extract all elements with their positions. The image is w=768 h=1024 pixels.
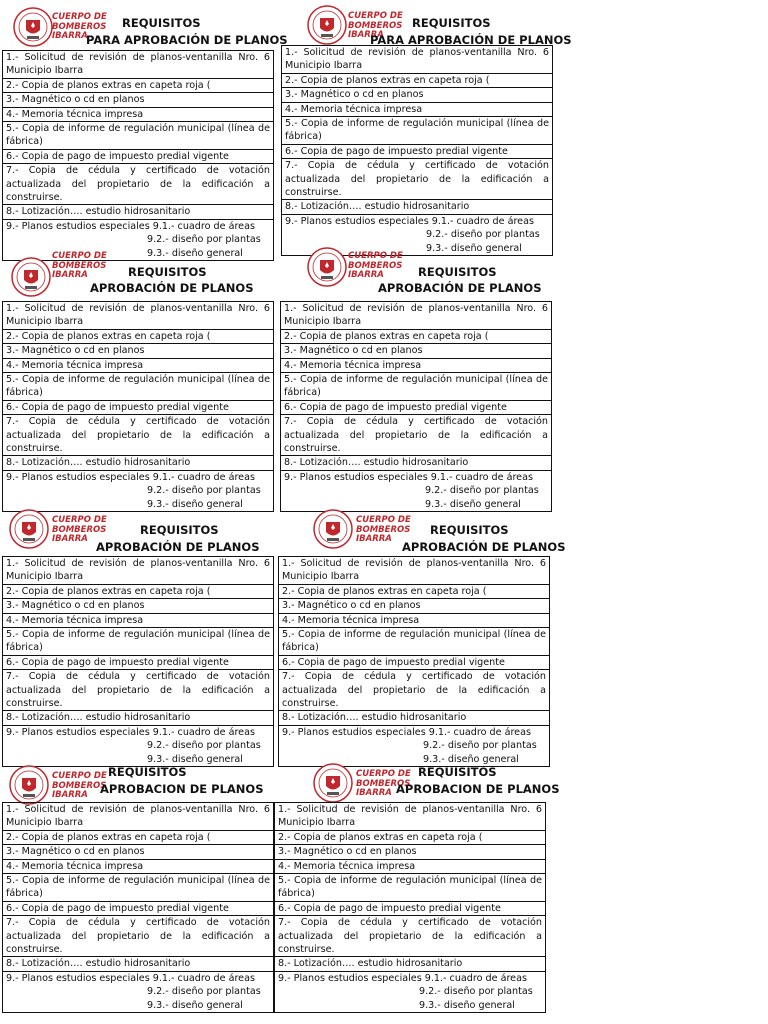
requirement-row: 7.- Copia de cédula y certificado de votación actualizada del propietario de la edificación a construirse. (282, 159, 553, 200)
requirement-row: 7.- Copia de cédula y certificado de votación actualizada del propietario de la edificación a construirse. (3, 916, 274, 957)
requirement-row: 1.- Solicitud de revisión de planos-ventanilla Nro. 6 Municipio Ibarra (275, 803, 546, 831)
requirement-row: 4.- Memoria técnica impresa (282, 102, 553, 116)
requirement-row: 4.- Memoria técnica impresa (3, 859, 274, 873)
requirement-row: 2.- Copia de planos extras en capeta roja ( (3, 584, 274, 598)
requirement-row: 6.- Copia de pago de impuesto predial vigente (3, 655, 274, 669)
requirement-row: 2.- Copia de planos extras en capeta roja ( (281, 329, 552, 343)
fire-department-shield-icon (312, 508, 354, 550)
requirements-table (2, 301, 274, 512)
requirement-row: 1.- Solicitud de revisión de planos-ventanilla Nro. 6 Municipio Ibarra (281, 302, 552, 330)
card-title: REQUISITOS (108, 765, 187, 779)
requirements-table (274, 802, 546, 1013)
requirement-row: 9.- Planos estudios especiales 9.1.- cuadro de áreas 9.2.- diseño por plantas 9.3.- diseño general (3, 725, 274, 766)
requirement-row: 9.- Planos estudios especiales 9.1.- cuadro de áreas 9.2.- diseño por plantas 9.3.- diseño general (3, 219, 274, 260)
fire-department-shield-icon (8, 508, 50, 550)
requirement-row: 4.- Memoria técnica impresa (279, 613, 550, 627)
requirement-row: 8.- Lotización…. estudio hidrosanitario (3, 205, 274, 219)
card-subtitle: APROBACION DE PLANOS (100, 782, 264, 796)
requirement-row: 4.- Memoria técnica impresa (3, 613, 274, 627)
requirement-row: 3.- Magnético o cd en planos (282, 88, 553, 102)
requirement-row: 2.- Copia de planos extras en capeta roja ( (3, 329, 274, 343)
requirement-row: 7.- Copia de cédula y certificado de votación actualizada del propietario de la edificación a construirse. (275, 916, 546, 957)
requirement-row: 7.- Copia de cédula y certificado de votación actualizada del propietario de la edificación a construirse. (3, 670, 274, 711)
card-subtitle: APROBACION DE PLANOS (396, 782, 560, 796)
requirement-row: 2.- Copia de planos extras en capeta roja ( (282, 73, 553, 87)
card-title: REQUISITOS (140, 523, 219, 537)
card-subtitle: PARA APROBACIÓN DE PLANOS (370, 33, 572, 47)
requirement-row: 4.- Memoria técnica impresa (275, 859, 546, 873)
requirement-row: 1.- Solicitud de revisión de planos-ventanilla Nro. 6 Municipio Ibarra (3, 302, 274, 330)
requirement-row: 1.- Solicitud de revisión de planos-ventanilla Nro. 6 Municipio Ibarra (3, 51, 274, 79)
brand-text: CUERPO DE BOMBEROS IBARRA (348, 11, 403, 40)
requirements-table (281, 45, 553, 256)
requirement-row: 5.- Copia de informe de regulación municipal (línea de fábrica) (279, 628, 550, 656)
requirement-row: 2.- Copia de planos extras en capeta roja ( (275, 830, 546, 844)
fire-department-shield-icon (12, 6, 54, 48)
brand-text: CUERPO DE BOMBEROS IBARRA (348, 251, 403, 280)
requirement-row: 8.- Lotización…. estudio hidrosanitario (282, 200, 553, 214)
card-subtitle: APROBACIÓN DE PLANOS (96, 540, 260, 554)
card-title: REQUISITOS (122, 16, 201, 30)
fire-department-shield-icon (306, 246, 348, 288)
card-title: REQUISITOS (128, 265, 207, 279)
requirement-row: 8.- Lotización…. estudio hidrosanitario (279, 711, 550, 725)
requirement-row: 3.- Magnético o cd en planos (3, 344, 274, 358)
requirement-row: 3.- Magnético o cd en planos (3, 845, 274, 859)
requirement-row: 9.- Planos estudios especiales 9.1.- cuadro de áreas 9.2.- diseño por plantas 9.3.- diseño general (3, 470, 274, 511)
brand-text: CUERPO DE BOMBEROS IBARRA (356, 515, 411, 544)
card-subtitle: APROBACIÓN DE PLANOS (402, 540, 566, 554)
requirement-row: 8.- Lotización…. estudio hidrosanitario (3, 957, 274, 971)
requirements-table (278, 556, 550, 767)
requirement-row: 2.- Copia de planos extras en capeta roja ( (279, 584, 550, 598)
requirement-row: 1.- Solicitud de revisión de planos-ventanilla Nro. 6 Municipio Ibarra (279, 557, 550, 585)
brand-text: CUERPO DE BOMBEROS IBARRA (52, 251, 107, 280)
requirement-row: 2.- Copia de planos extras en capeta roja ( (3, 78, 274, 92)
requirement-row: 5.- Copia de informe de regulación municipal (línea de fábrica) (3, 628, 274, 656)
requirement-row: 6.- Copia de pago de impuesto predial vigente (3, 149, 274, 163)
requirement-row: 5.- Copia de informe de regulación municipal (línea de fábrica) (3, 874, 274, 902)
requirement-row: 1.- Solicitud de revisión de planos-ventanilla Nro. 6 Municipio Ibarra (3, 557, 274, 585)
requirement-row: 5.- Copia de informe de regulación municipal (línea de fábrica) (282, 117, 553, 145)
requirement-row: 9.- Planos estudios especiales 9.1.- cuadro de áreas 9.2.- diseño por plantas 9.3.- diseño general (275, 971, 546, 1012)
card-title: REQUISITOS (418, 265, 497, 279)
requirement-row: 3.- Magnético o cd en planos (279, 599, 550, 613)
card-subtitle: APROBACIÓN DE PLANOS (378, 281, 542, 295)
requirement-row: 1.- Solicitud de revisión de planos-ventanilla Nro. 6 Municipio Ibarra (282, 46, 553, 74)
requirement-row: 6.- Copia de pago de impuesto predial vigente (281, 400, 552, 414)
requirement-row: 7.- Copia de cédula y certificado de votación actualizada del propietario de la edificación a construirse. (281, 415, 552, 456)
requirement-row: 6.- Copia de pago de impuesto predial vigente (282, 144, 553, 158)
requirements-table (2, 802, 274, 1013)
requirements-table (2, 556, 274, 767)
requirement-row: 3.- Magnético o cd en planos (3, 93, 274, 107)
requirement-row: 9.- Planos estudios especiales 9.1.- cuadro de áreas 9.2.- diseño por plantas 9.3.- diseño general (281, 470, 552, 511)
requirement-row: 8.- Lotización…. estudio hidrosanitario (275, 957, 546, 971)
requirement-row: 7.- Copia de cédula y certificado de votación actualizada del propietario de la edificación a construirse. (279, 670, 550, 711)
brand-text: CUERPO DE BOMBEROS IBARRA (52, 515, 107, 544)
requirement-row: 1.- Solicitud de revisión de planos-ventanilla Nro. 6 Municipio Ibarra (3, 803, 274, 831)
card-subtitle: APROBACIÓN DE PLANOS (90, 281, 254, 295)
requirement-row: 5.- Copia de informe de regulación municipal (línea de fábrica) (3, 373, 274, 401)
requirement-row: 6.- Copia de pago de impuesto predial vigente (279, 655, 550, 669)
requirement-row: 6.- Copia de pago de impuesto predial vigente (3, 400, 274, 414)
fire-department-shield-icon (306, 4, 348, 46)
brand-text: CUERPO DE BOMBEROS IBARRA (356, 769, 411, 798)
requirement-row: 3.- Magnético o cd en planos (281, 344, 552, 358)
requirements-table (2, 50, 274, 261)
card-title: REQUISITOS (430, 523, 509, 537)
requirement-row: 6.- Copia de pago de impuesto predial vigente (275, 901, 546, 915)
requirement-row: 3.- Magnético o cd en planos (3, 599, 274, 613)
requirement-row: 6.- Copia de pago de impuesto predial vigente (3, 901, 274, 915)
fire-department-shield-icon (8, 764, 50, 806)
requirements-table (280, 301, 552, 512)
requirement-row: 5.- Copia de informe de regulación municipal (línea de fábrica) (281, 373, 552, 401)
card-subtitle: PARA APROBACIÓN DE PLANOS (86, 33, 288, 47)
card-title: REQUISITOS (412, 16, 491, 30)
requirement-row: 2.- Copia de planos extras en capeta roja ( (3, 830, 274, 844)
requirement-row: 3.- Magnético o cd en planos (275, 845, 546, 859)
requirement-row: 4.- Memoria técnica impresa (3, 358, 274, 372)
requirement-row: 9.- Planos estudios especiales 9.1.- cuadro de áreas 9.2.- diseño por plantas 9.3.- diseño general (3, 971, 274, 1012)
requirement-row: 8.- Lotización…. estudio hidrosanitario (281, 456, 552, 470)
requirement-row: 9.- Planos estudios especiales 9.1.- cuadro de áreas 9.2.- diseño por plantas 9.3.- diseño general (282, 214, 553, 255)
requirement-row: 9.- Planos estudios especiales 9.1.- cuadro de áreas 9.2.- diseño por plantas 9.3.- diseño general (279, 725, 550, 766)
card-title: REQUISITOS (418, 765, 497, 779)
requirement-row: 7.- Copia de cédula y certificado de votación actualizada del propietario de la edificación a construirse. (3, 164, 274, 205)
requirement-row: 8.- Lotización…. estudio hidrosanitario (3, 711, 274, 725)
requirement-row: 4.- Memoria técnica impresa (281, 358, 552, 372)
fire-department-shield-icon (312, 762, 354, 804)
requirement-row: 4.- Memoria técnica impresa (3, 107, 274, 121)
requirement-row: 7.- Copia de cédula y certificado de votación actualizada del propietario de la edificación a construirse. (3, 415, 274, 456)
requirement-row: 8.- Lotización…. estudio hidrosanitario (3, 456, 274, 470)
brand-text: CUERPO DE BOMBEROS IBARRA (52, 12, 107, 41)
requirement-row: 5.- Copia de informe de regulación municipal (línea de fábrica) (3, 122, 274, 150)
fire-department-shield-icon (10, 256, 52, 298)
brand-text: CUERPO DE BOMBEROS IBARRA (52, 771, 107, 800)
requirement-row: 5.- Copia de informe de regulación municipal (línea de fábrica) (275, 874, 546, 902)
